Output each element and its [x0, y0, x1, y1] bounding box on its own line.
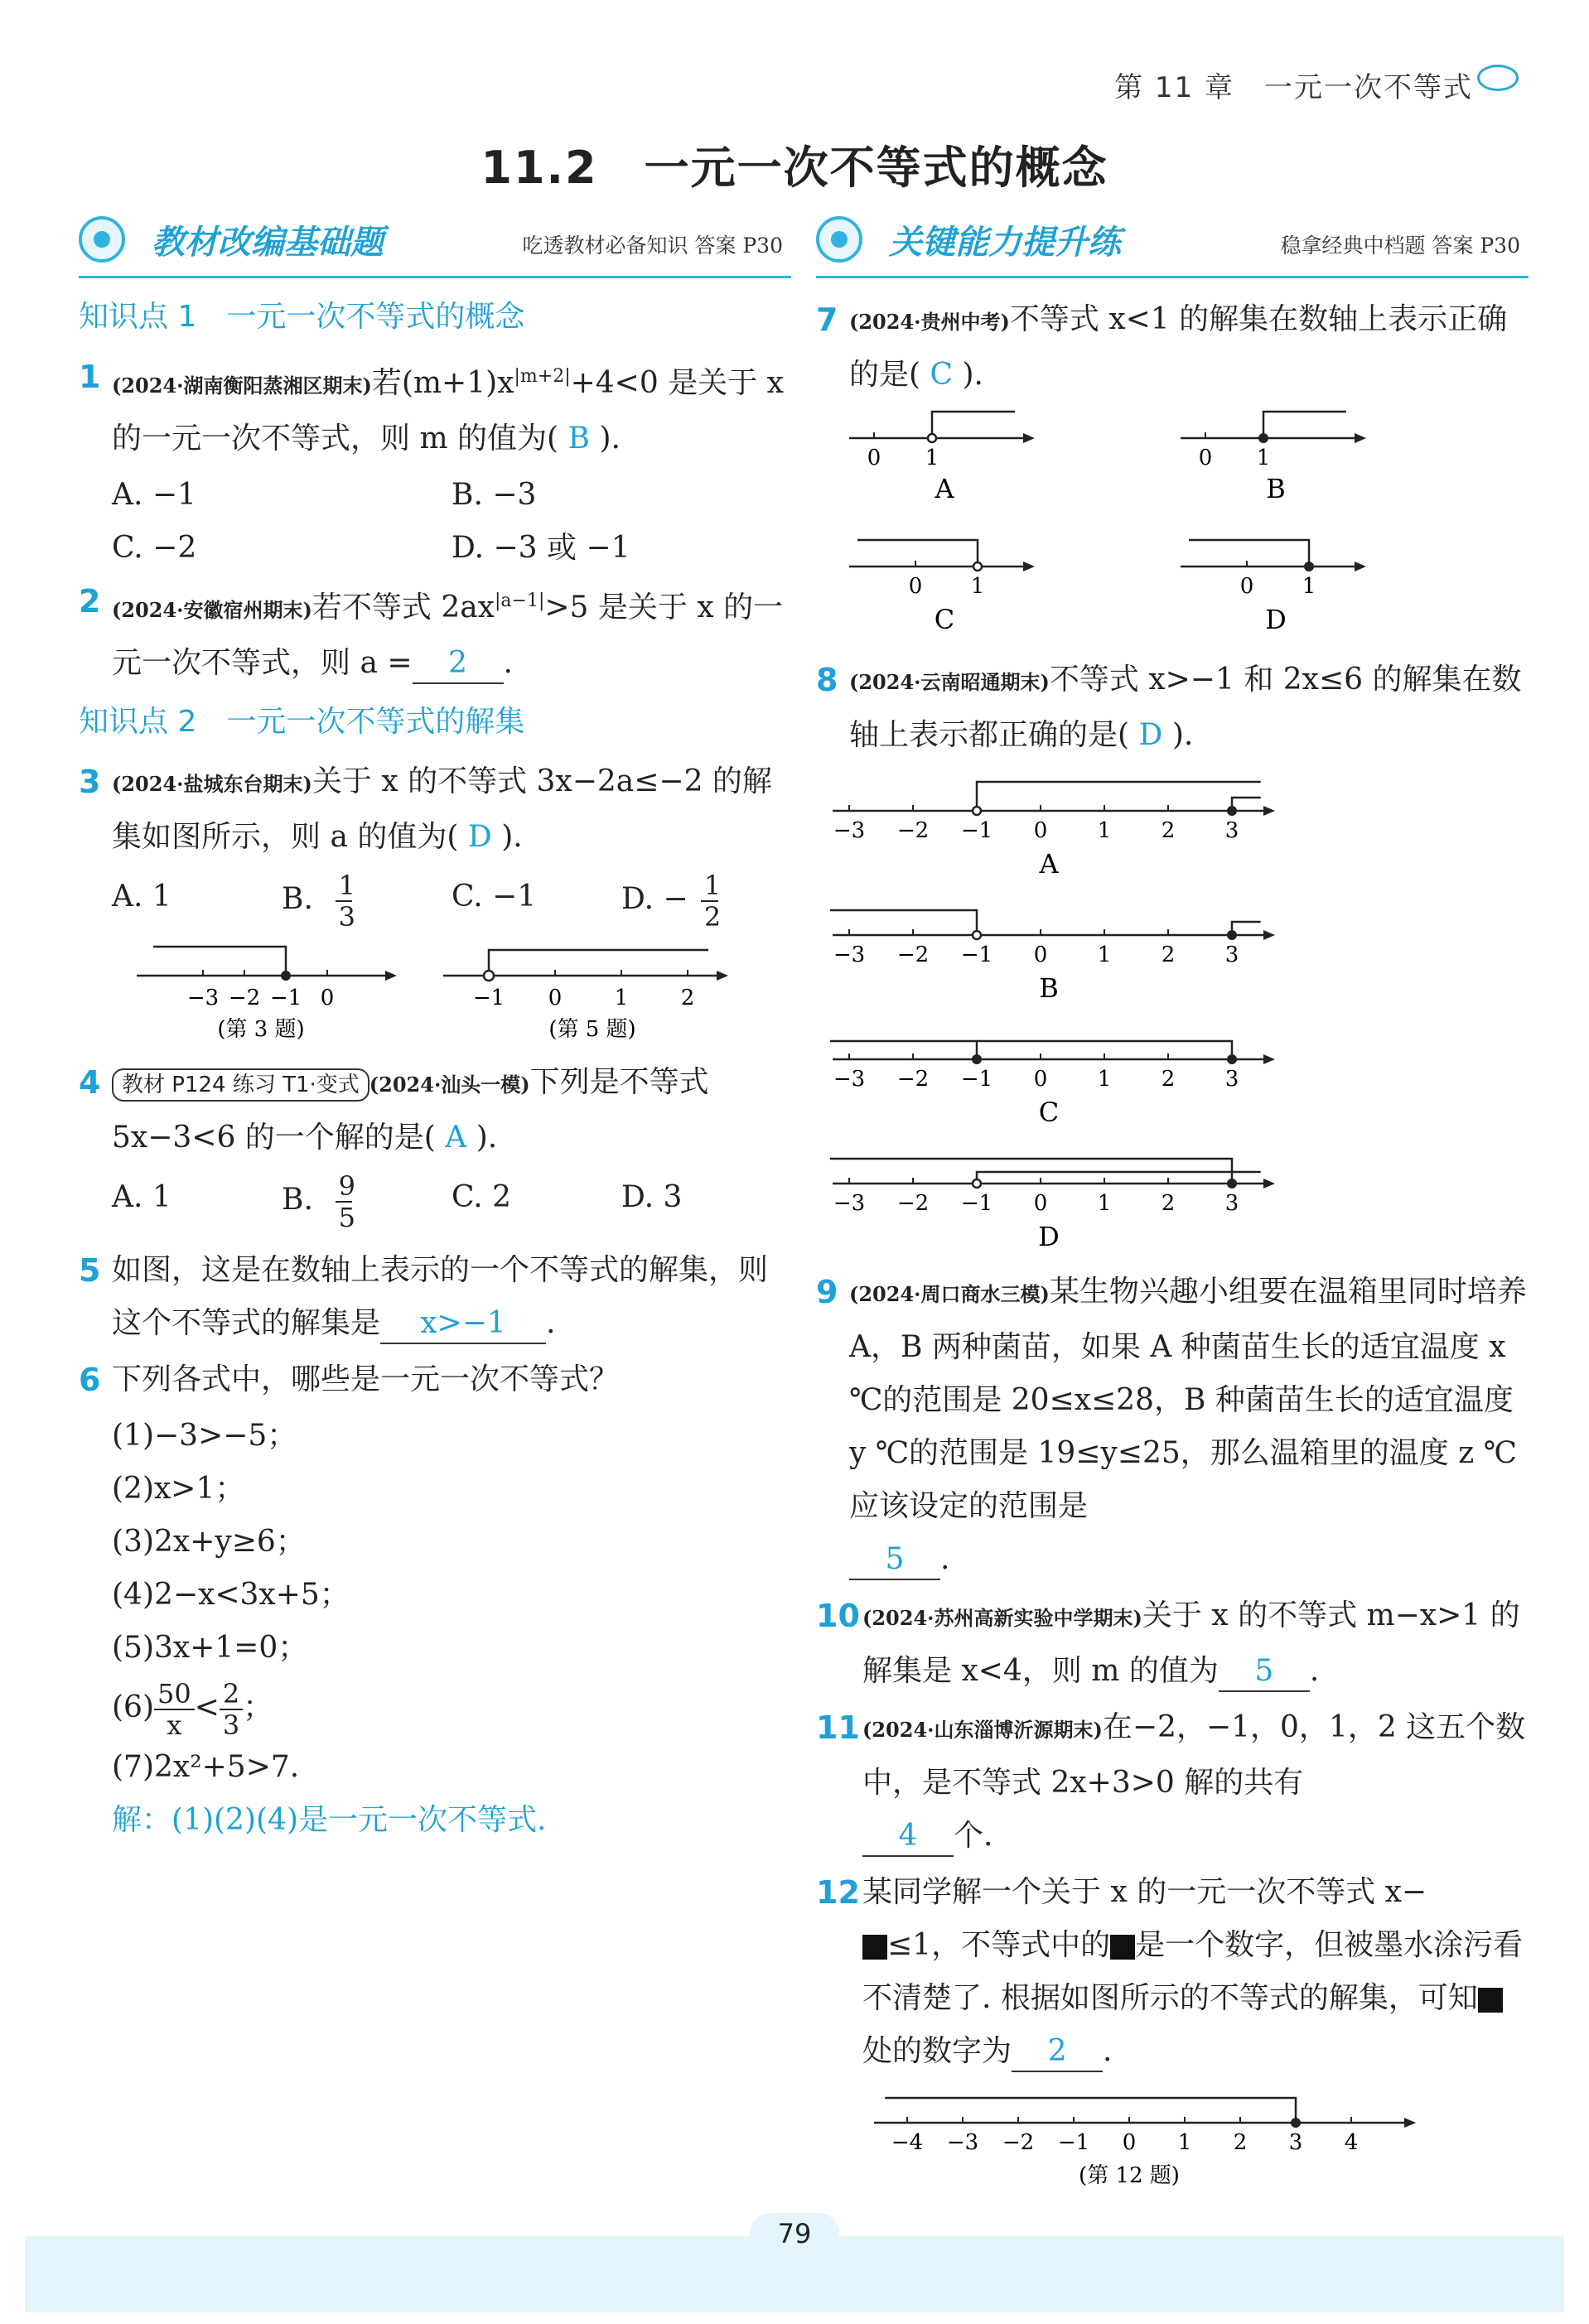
question-6: 6 下列各式中，哪些是一元一次不等式？ [79, 1353, 791, 1406]
right-column [816, 211, 1529, 2192]
question-8: 8 (2024·云南昭通期末)不等式 x>−1 和 2x≤6 的解集在数轴上表示都正确的是( D ). [816, 653, 1529, 762]
solution-bracket [830, 910, 977, 935]
question-4: 4 教材 P124 练习 T1·变式 (2024·汕头一模)下列是不等式 5x−3<6 的一个解的是( A ). [79, 1056, 791, 1164]
tick-label: 1 [925, 446, 939, 470]
tick-label: 1 [1097, 818, 1112, 843]
option-d-figure [1181, 540, 1366, 635]
tick-label: −1 [960, 818, 993, 843]
tick-label: 1 [1177, 2130, 1192, 2155]
q7-number-lines [816, 405, 1529, 645]
option: C. −2 [112, 531, 197, 565]
solution-bracket [977, 1172, 1261, 1184]
tick-label: 1 [970, 574, 985, 599]
tick-label: −3 [833, 1191, 866, 1216]
tick-label: 1 [614, 986, 629, 1010]
q12-number-line [816, 2081, 1529, 2189]
question-5: 5 如图，这是在数轴上表示的一个不等式的解集，则这个不等式的解集是 x>−1 . [79, 1244, 791, 1350]
tick-label: −1 [960, 1191, 993, 1216]
answer-blank: 5 [1219, 1652, 1310, 1692]
textbook-tag: 教材 P124 练习 T1·变式 [112, 1068, 369, 1102]
tick-label: −1 [960, 943, 993, 967]
tick-label: 0 [1033, 1191, 1048, 1216]
left-column [79, 211, 791, 1847]
closed-dot [1291, 2118, 1301, 2128]
tick-label: −4 [891, 2130, 924, 2155]
eye-icon [1477, 65, 1519, 91]
axis-arrow [1263, 806, 1275, 816]
question-number: 8 [816, 662, 838, 698]
tick-label: 2 [1161, 1191, 1176, 1216]
ink-blot [1110, 1935, 1135, 1960]
tick-label: 3 [1224, 943, 1239, 967]
tick-label: 3 [1224, 1067, 1239, 1092]
list-item: (5)3x+1=0； [112, 1631, 308, 1665]
tick-label: −2 [896, 1067, 930, 1092]
tick-label: 0 [1239, 574, 1254, 599]
tick-label: 2 [1233, 2130, 1248, 2155]
option-label: C [934, 604, 955, 635]
solution-bracket [885, 2098, 1296, 2123]
figure-caption: (第 5 题) [548, 1017, 636, 1042]
tick-label: 0 [1033, 943, 1048, 967]
tick-label: −3 [833, 1067, 866, 1092]
option-figure-a [833, 782, 1275, 880]
tick-label: 3 [1224, 818, 1239, 843]
axis-arrow [1263, 1179, 1275, 1189]
tick-label: 2 [1161, 818, 1176, 843]
closed-dot [972, 1054, 982, 1064]
answer-blank: x>−1 [380, 1304, 546, 1344]
ink-blot [1478, 1988, 1503, 2013]
question-7: 7 (2024·贵州中考)不等式 x<1 的解集在数轴上表示正确的是( C ). [816, 293, 1529, 402]
tick-label: 1 [1097, 1191, 1112, 1216]
chapter-label: 第 11 章 一元一次不等式 [1114, 71, 1473, 104]
option-label: A [1039, 848, 1059, 880]
tick-label: −3 [833, 818, 866, 843]
tick-label: 0 [1033, 818, 1048, 843]
question-2: 2 (2024·安徽宿州期末)若不等式 $2ax^{|a-1|}>5$ 是关于 x 的一元一次不等式，则 a = 2 . [79, 575, 791, 690]
option: A. 1 [112, 880, 171, 914]
list-item: (3)2x+y≥6； [112, 1525, 306, 1559]
answer-blank: 2 [1012, 2032, 1103, 2072]
section-header-advanced [816, 211, 1529, 278]
question-number: 10 [816, 1598, 860, 1634]
option-label: D [1265, 604, 1287, 635]
open-dot [973, 931, 981, 939]
answer: D [1138, 718, 1163, 752]
axis-arrow [1263, 930, 1275, 940]
answer: A [445, 1121, 467, 1155]
option-b-figure [1181, 412, 1366, 504]
axis-arrow [1404, 2118, 1416, 2128]
question-number: 2 [79, 583, 101, 620]
question-12: 12 某同学解一个关于 x 的一元一次不等式 x− ≤1，不等式中的 是一个数字，但被墨水涂污看不清楚了. 根据如图所示的不等式的解集，可知处的数字为 2 . [816, 1866, 1529, 2078]
tick-label: 1 [1256, 446, 1271, 470]
option-c-figure [849, 540, 1035, 635]
answer: B [568, 422, 590, 456]
tick-label: −2 [896, 1191, 930, 1216]
target-icon [79, 216, 125, 263]
tick-label: −1 [960, 1067, 993, 1092]
tick-label: 0 [1122, 2130, 1137, 2155]
lightbulb-icon [816, 216, 862, 263]
question-number: 11 [816, 1709, 860, 1746]
tick-label: −1 [1057, 2130, 1090, 2155]
option-label: C [1038, 1097, 1060, 1128]
question-number: 1 [79, 359, 101, 395]
option-label: B [1039, 972, 1059, 1004]
tick-label: −2 [896, 818, 930, 843]
tick-label: 2 [1161, 943, 1176, 967]
question-number: 6 [79, 1362, 101, 1398]
answer: C [930, 358, 954, 392]
option: B. −3 [452, 478, 537, 512]
option: D. − $\frac{1}{2}$ [621, 870, 722, 933]
option: A. −1 [112, 478, 196, 512]
tick-label: 2 [680, 986, 695, 1010]
closed-dot [1227, 1054, 1237, 1064]
solution-bracket [830, 1041, 977, 1059]
tick-label: 0 [1033, 1067, 1048, 1092]
question-number: 12 [816, 1874, 860, 1911]
question-3: 3 (2024·盐城东台期末)关于 x 的不等式 3x−2a≤−2 的解集如图所示，则 a 的值为( D ). [79, 755, 791, 864]
question-11: 11 (2024·山东淄博沂源期末)在−2，−1，0，1，2 这五个数中，是不等式 2x+3>0 解的共有 4 个. [816, 1701, 1529, 1863]
option-a-figure [849, 412, 1035, 504]
section-subtitle: 稳拿经典中档题 答案 P30 [1280, 234, 1520, 258]
answer-blank: 5 [849, 1540, 940, 1580]
list-item: (2)x>1； [112, 1472, 245, 1506]
answer-blank: 2 [413, 644, 504, 684]
figure-caption: (第 3 题) [217, 1017, 305, 1042]
number-line-fig3 [137, 947, 397, 1042]
tick-label: −1 [269, 986, 302, 1010]
knowledge-point-2: 知识点 2 一元一次不等式的解集 [79, 705, 525, 739]
q1-options [79, 469, 791, 575]
closed-dot [1227, 1179, 1237, 1189]
tick-label: −2 [228, 986, 261, 1010]
section-header-basic [79, 211, 791, 278]
tick-label: −3 [186, 986, 220, 1010]
tick-label: −2 [896, 943, 930, 967]
question-number: 4 [79, 1064, 101, 1101]
option: C. 2 [452, 1180, 512, 1214]
option-figure-d [830, 1159, 1275, 1252]
question-number: 9 [816, 1274, 838, 1310]
option: B. $\frac{1}{3}$ [282, 870, 355, 933]
knowledge-point-1: 知识点 1 一元一次不等式的概念 [79, 300, 525, 334]
number-line-fig5 [443, 950, 728, 1042]
q8-number-lines [816, 765, 1529, 1262]
answer-blank: 4 [862, 1817, 954, 1857]
closed-dot [1227, 806, 1237, 816]
option: A. 1 [112, 1180, 171, 1214]
option: C. −1 [452, 880, 537, 914]
option-label: B [1266, 473, 1286, 504]
tick-label: 0 [908, 574, 923, 599]
page-title: 11.2 一元一次不等式的概念 [481, 142, 1108, 194]
option-label: D [1038, 1221, 1060, 1252]
question-number: 3 [79, 764, 101, 800]
axis-arrow [1263, 1054, 1275, 1064]
option-figure-b [830, 910, 1275, 1004]
question-number: 7 [816, 301, 838, 338]
tick-label: 1 [1302, 574, 1316, 599]
q3-options [79, 870, 791, 932]
list-item: (4)2−x<3x+5； [112, 1578, 350, 1612]
list-item: (7)2x²+5>7. [112, 1750, 300, 1784]
tick-label: −3 [833, 943, 866, 967]
tick-label: 0 [548, 986, 563, 1010]
ink-blot [862, 1935, 887, 1960]
section-subtitle: 吃透教材必备知识 答案 P30 [522, 234, 783, 258]
tick-label: 3 [1224, 1191, 1239, 1216]
question-9: 9 (2024·周口商水三模)某生物兴趣小组要在温箱里同时培养 A，B 两种菌苗，如果 A 种菌苗生长的适宜温度 x ℃的范围是 20≤x≤28，B 种菌苗生长的适宜温度 y ℃的范围是 19≤y≤25，那么温箱里的温度 z ℃应该设定的范围是 5 . [816, 1266, 1529, 1586]
option: D. −3 或 −1 [452, 531, 630, 565]
list-item: (1)−3>−5； [112, 1419, 297, 1453]
solution-bracket [977, 782, 1261, 811]
page-number: 79 [0, 2213, 1589, 2254]
section-title: 关键能力提升练 [889, 224, 1121, 262]
question-10: 10 (2024·苏州高新实验中学期末)关于 x 的不等式 m−x>1 的解集是 x<4，则 m 的值为 5 . [816, 1589, 1529, 1698]
tick-label: −3 [946, 2130, 979, 2155]
tick-label: 2 [1161, 1067, 1176, 1092]
option: B. $\frac{9}{5}$ [282, 1170, 355, 1233]
figure-caption: (第 12 题) [1079, 2163, 1180, 2188]
tick-label: 0 [320, 986, 335, 1010]
open-dot [973, 807, 981, 815]
tick-label: 1 [1097, 943, 1112, 967]
open-dot [973, 1179, 981, 1188]
tick-label: 4 [1344, 2130, 1359, 2155]
answer: D [467, 820, 492, 854]
tick-label: −1 [472, 986, 505, 1010]
option-label: A [935, 473, 954, 504]
q6-items [79, 1410, 791, 1847]
question-1: 1 (2024·湖南衡阳蒸湘区期末)若$(m+1)x^{|m+2|}+4<0$ 是关于 x 的一元一次不等式，则 m 的值为( B ). [79, 350, 791, 465]
question-number: 5 [79, 1252, 101, 1289]
closed-dot [1227, 930, 1237, 940]
option-figure-c [830, 1041, 1275, 1128]
section-title: 教材改编基础题 [152, 224, 384, 262]
list-item: (6) $\frac{50}{x}$ < $\frac{2}{3}$ ； [112, 1678, 273, 1741]
option: D. 3 [621, 1180, 683, 1214]
tick-label: 1 [1097, 1067, 1112, 1092]
solution: 解：(1)(2)(4)是一元一次不等式. [112, 1803, 547, 1837]
number-line-figures [79, 938, 791, 1046]
tick-label: 3 [1288, 2130, 1303, 2155]
figures-3-5 [79, 938, 791, 1046]
tick-label: 0 [867, 446, 881, 470]
tick-label: −2 [1002, 2130, 1035, 2155]
tick-label: 0 [1198, 446, 1213, 470]
q4-options [79, 1171, 791, 1232]
